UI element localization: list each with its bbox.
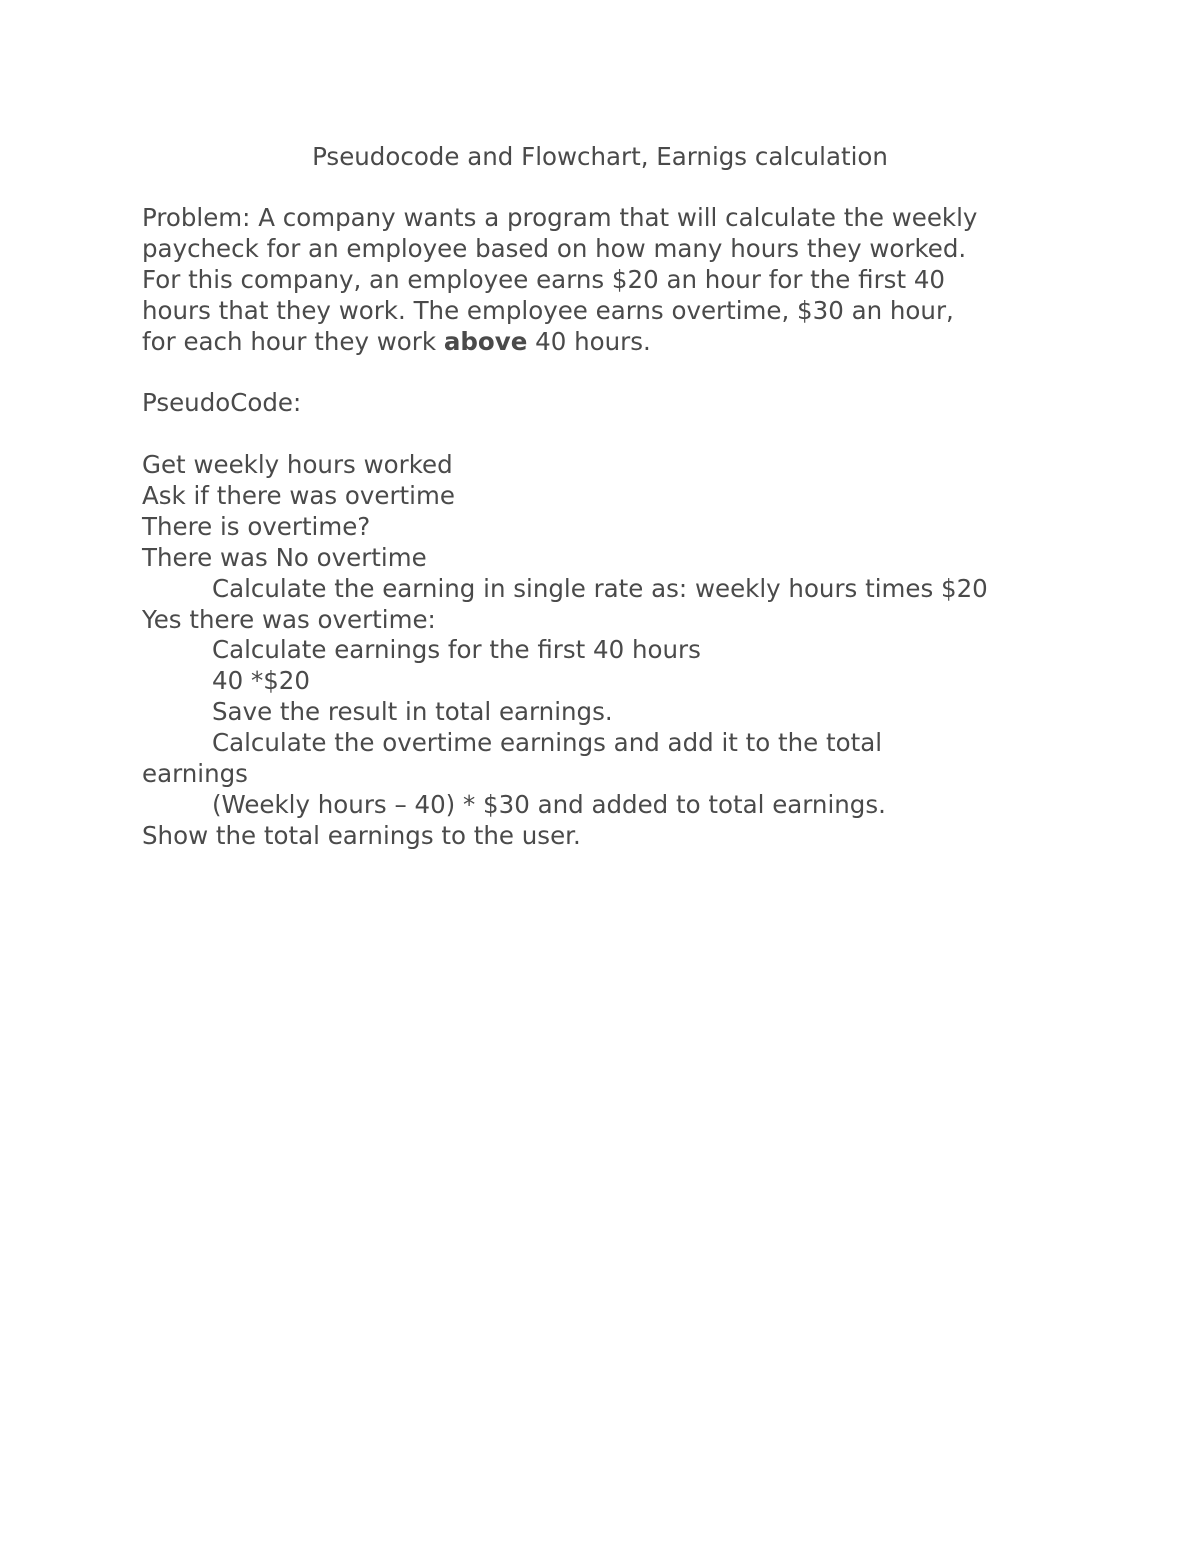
pseudocode-line-indented: Calculate the earning in single rate as: weekly hours times $20 [212, 573, 988, 603]
problem-line [142, 327, 1082, 358]
problem-line: Problem: A company wants a program that will calculate the weekly [142, 203, 978, 232]
pseudocode-line: Ask if there was overtime [142, 481, 455, 511]
problem-line: hours that they work. The employee earns overtime, $30 an hour, [142, 295, 954, 325]
pseudocode-line-indented: 40 *$20 [212, 666, 310, 696]
pseudocode-line: There is overtime? [142, 511, 371, 541]
pseudocode-line-indented: (Weekly hours – 40) * $30 and added to total earnings. [212, 789, 886, 819]
problem-line: paycheck for an employee based on how many hours they worked. [142, 233, 967, 263]
problem-text: 40 hours. [527, 326, 651, 356]
pseudocode-line-indented: Save the result in total earnings. [212, 697, 613, 727]
pseudocode-heading: PseudoCode: [142, 388, 302, 418]
pseudocode-line: Show the total earnings to the user. [142, 820, 581, 850]
problem-line: For this company, an employee earns $20 an hour for the first 40 [142, 264, 946, 294]
pseudocode-line: There was No overtime [142, 542, 427, 572]
pseudocode-line: Get weekly hours worked [142, 450, 453, 480]
pseudocode-line-indented: Calculate earnings for the first 40 hours [212, 635, 701, 665]
pseudocode-line: Yes there was overtime: [142, 604, 436, 634]
problem-text: for each hour they work [142, 326, 444, 356]
document-body [142, 203, 1082, 852]
blank-line [142, 357, 1082, 388]
pseudocode-line-indented: Calculate the overtime earnings and add it to the total [212, 728, 883, 758]
document-title: Pseudocode and Flowchart, Earnigs calculation [312, 142, 888, 171]
blank-line [142, 419, 1082, 450]
emphasis-text: above [443, 326, 528, 356]
pseudocode-line: earnings [142, 759, 248, 789]
